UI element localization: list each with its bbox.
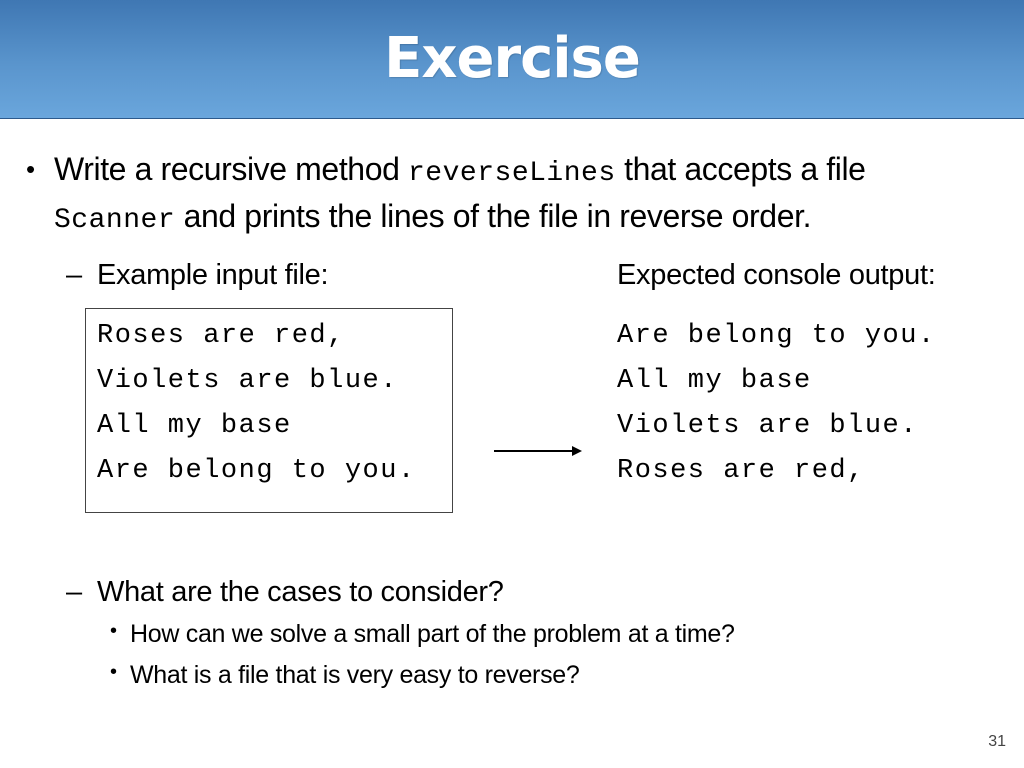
scanner-code: Scanner: [54, 205, 176, 236]
input-line: All my base: [97, 411, 292, 441]
input-line: Roses are red,: [97, 321, 345, 351]
console-output-label: Expected console output:: [617, 259, 936, 291]
bullet-icon: •: [110, 620, 117, 642]
page-number: 31: [988, 733, 1006, 750]
right-arrow-icon: [494, 444, 584, 458]
case-item-text: How can we solve a small part of the problem at a time?: [130, 620, 735, 648]
bullet-icon: •: [110, 661, 117, 683]
method-name-code: reverseLines: [408, 158, 616, 189]
input-line: Violets are blue.: [97, 366, 398, 396]
output-line: Are belong to you.: [617, 321, 936, 351]
cases-question: What are the cases to consider?: [97, 576, 504, 608]
main-text-part3: and prints the lines of the file in reverse order.: [175, 198, 812, 234]
case-item-text: What is a file that is very easy to reverse?: [130, 661, 580, 689]
main-text-part2: that accepts a file: [615, 151, 866, 187]
bullet-icon: •: [26, 154, 35, 184]
output-line: Roses are red,: [617, 456, 865, 486]
cases-dash: –: [66, 576, 82, 608]
example-dash: –: [66, 259, 82, 291]
main-bullet-text: [54, 148, 994, 242]
input-line: Are belong to you.: [97, 456, 416, 486]
slide-title: Exercise: [384, 26, 640, 91]
input-file-label: Example input file:: [97, 259, 329, 291]
title-bar: [0, 0, 1024, 119]
output-line: Violets are blue.: [617, 411, 918, 441]
output-line: All my base: [617, 366, 812, 396]
main-text-part1: Write a recursive method: [54, 151, 408, 187]
